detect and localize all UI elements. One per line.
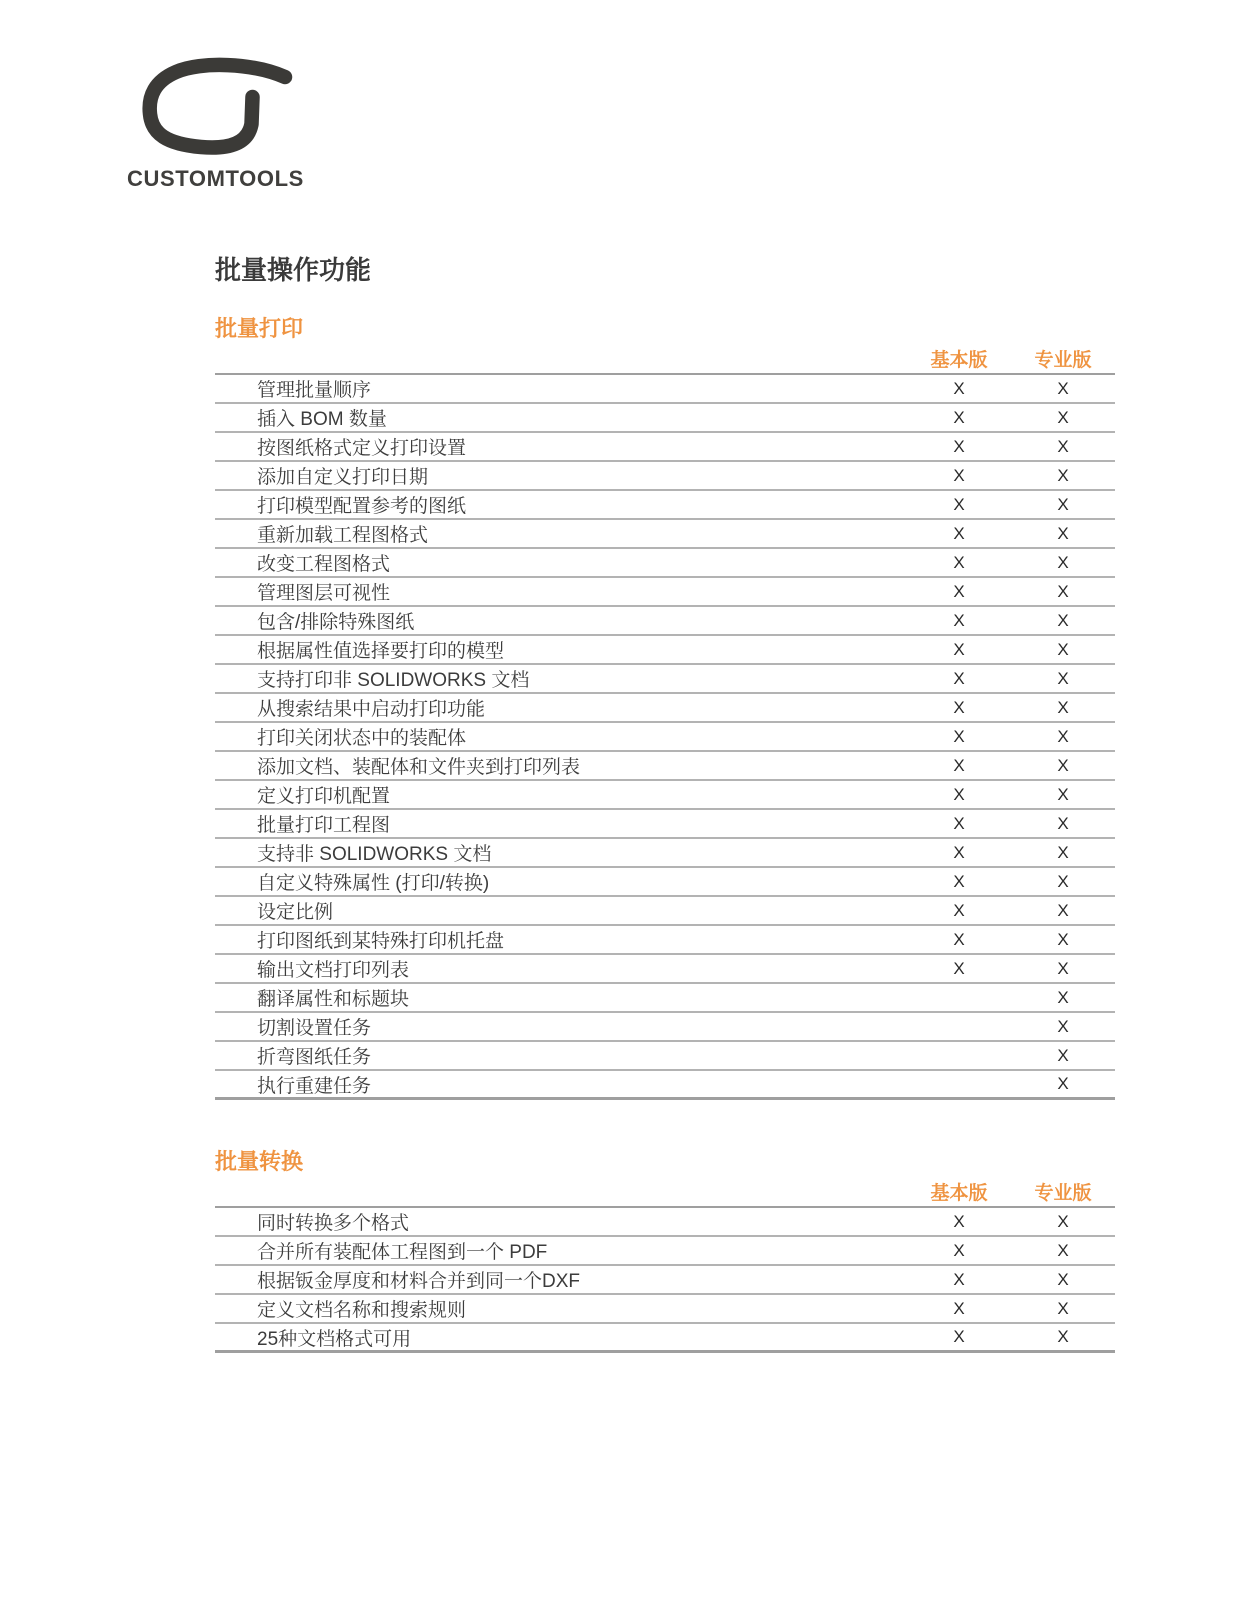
basic-availability-mark: X [953, 668, 965, 688]
basic-availability-mark: X [953, 871, 965, 891]
feature-row [215, 781, 1115, 810]
feature-row [215, 1295, 1115, 1324]
pro-availability-mark: X [1057, 871, 1069, 891]
pro-availability-mark: X [1057, 1240, 1069, 1260]
basic-availability-mark: X [953, 1327, 965, 1346]
feature-name: 支持非 SOLIDWORKS 文档 [257, 844, 492, 865]
feature-name: 折弯图纸任务 [257, 1047, 372, 1068]
feature-name: 25种文档格式可用 [257, 1328, 412, 1350]
feature-name: 输出文档打印列表 [257, 960, 410, 981]
pro-availability-mark: X [1057, 639, 1069, 659]
feature-row [215, 897, 1115, 926]
feature-name: 设定比例 [257, 902, 334, 923]
pro-availability-mark: X [1057, 581, 1069, 601]
feature-name: 添加文档、装配体和文件夹到打印列表 [257, 757, 581, 778]
basic-availability-mark: X [953, 726, 965, 746]
basic-availability-mark: X [953, 494, 965, 514]
column-header-basic: 基本版 [930, 1183, 988, 1204]
feature-row [215, 636, 1115, 665]
feature-row [215, 926, 1115, 955]
feature-row [215, 578, 1115, 607]
feature-row [215, 839, 1115, 868]
pro-availability-mark: X [1057, 1016, 1069, 1036]
basic-availability-mark: X [953, 842, 965, 862]
feature-row [215, 1071, 1115, 1100]
feature-name: 包含/排除特殊图纸 [257, 612, 415, 633]
pro-availability-mark: X [1057, 668, 1069, 688]
basic-availability-mark: X [953, 1211, 965, 1231]
pro-availability-mark: X [1057, 494, 1069, 514]
pro-availability-mark: X [1057, 378, 1069, 398]
feature-rows [215, 375, 1115, 1100]
feature-row [215, 1042, 1115, 1071]
pro-availability-mark: X [1057, 813, 1069, 833]
feature-row [215, 1237, 1115, 1266]
feature-row [215, 404, 1115, 433]
pro-availability-mark: X [1057, 436, 1069, 456]
feature-row [215, 375, 1115, 404]
basic-availability-mark: X [953, 407, 965, 427]
feature-row [215, 752, 1115, 781]
feature-row [215, 665, 1115, 694]
feature-name: 支持打印非 SOLIDWORKS 文档 [257, 670, 530, 691]
feature-name: 管理图层可视性 [257, 583, 391, 604]
basic-availability-mark: X [953, 610, 965, 630]
feature-row [215, 810, 1115, 839]
section-title: 批量打印 [215, 316, 304, 341]
feature-row [215, 462, 1115, 491]
customtools-logo-icon [135, 56, 293, 156]
pro-availability-mark: X [1057, 987, 1069, 1007]
pro-availability-mark: X [1057, 610, 1069, 630]
basic-availability-mark: X [953, 378, 965, 398]
pro-availability-mark: X [1057, 900, 1069, 920]
feature-name: 合并所有装配体工程图到一个 PDF [257, 1242, 548, 1263]
basic-availability-mark: X [953, 697, 965, 717]
pro-availability-mark: X [1057, 407, 1069, 427]
feature-row [215, 520, 1115, 549]
feature-row [215, 1013, 1115, 1042]
feature-section [215, 315, 1115, 1100]
feature-name: 定义打印机配置 [257, 786, 391, 807]
feature-name: 按图纸格式定义打印设置 [257, 438, 467, 459]
feature-section [215, 1148, 1115, 1353]
pro-availability-mark: X [1057, 929, 1069, 949]
section-title: 批量转换 [215, 1149, 304, 1174]
feature-name: 定义文档名称和搜索规则 [257, 1300, 467, 1321]
feature-name: 翻译属性和标题块 [257, 989, 410, 1010]
basic-availability-mark: X [953, 465, 965, 485]
pro-availability-mark: X [1057, 1269, 1069, 1289]
feature-name: 打印图纸到某特殊打印机托盘 [257, 931, 505, 952]
feature-name: 管理批量顺序 [257, 380, 372, 401]
feature-row [215, 984, 1115, 1013]
pro-availability-mark: X [1057, 755, 1069, 775]
feature-name: 根据钣金厚度和材料合并到同一个DXF [257, 1271, 581, 1292]
feature-name: 切割设置任务 [257, 1018, 372, 1039]
feature-name: 自定义特殊属性 (打印/转换) [257, 873, 490, 894]
basic-availability-mark: X [953, 958, 965, 978]
pro-availability-mark: X [1057, 465, 1069, 485]
basic-availability-mark: X [953, 1269, 965, 1289]
column-header-pro: 专业版 [1034, 350, 1092, 371]
pro-availability-mark: X [1057, 523, 1069, 543]
pro-availability-mark: X [1057, 1327, 1069, 1346]
pro-availability-mark: X [1057, 1074, 1069, 1093]
basic-availability-mark: X [953, 900, 965, 920]
feature-row [215, 491, 1115, 520]
feature-row [215, 868, 1115, 897]
page-title: 批量操作功能 [215, 255, 372, 285]
feature-name: 打印模型配置参考的图纸 [257, 496, 467, 517]
basic-availability-mark: X [953, 436, 965, 456]
column-header-pro: 专业版 [1034, 1183, 1092, 1204]
pro-availability-mark: X [1057, 1298, 1069, 1318]
feature-row [215, 723, 1115, 752]
feature-name: 根据属性值选择要打印的模型 [257, 641, 505, 662]
column-header-row [215, 1176, 1115, 1208]
pro-availability-mark: X [1057, 726, 1069, 746]
feature-row [215, 1208, 1115, 1237]
pro-availability-mark: X [1057, 842, 1069, 862]
basic-availability-mark: X [953, 813, 965, 833]
customtools-logo [127, 56, 304, 192]
feature-name: 插入 BOM 数量 [257, 409, 387, 430]
feature-row [215, 433, 1115, 462]
basic-availability-mark: X [953, 929, 965, 949]
feature-name: 批量打印工程图 [257, 815, 391, 836]
feature-name: 执行重建任务 [257, 1075, 372, 1097]
feature-name: 重新加载工程图格式 [257, 525, 429, 546]
feature-tables [215, 315, 1115, 1353]
basic-availability-mark: X [953, 523, 965, 543]
feature-name: 从搜索结果中启动打印功能 [257, 699, 486, 720]
basic-availability-mark: X [953, 552, 965, 572]
feature-row [215, 1324, 1115, 1353]
feature-row [215, 1266, 1115, 1295]
feature-name: 添加自定义打印日期 [257, 467, 429, 488]
basic-availability-mark: X [953, 1298, 965, 1318]
basic-availability-mark: X [953, 784, 965, 804]
column-header-basic: 基本版 [930, 350, 988, 371]
basic-availability-mark: X [953, 581, 965, 601]
feature-name: 打印关闭状态中的装配体 [257, 728, 467, 749]
feature-row [215, 549, 1115, 578]
basic-availability-mark: X [953, 1240, 965, 1260]
pro-availability-mark: X [1057, 1045, 1069, 1065]
pro-availability-mark: X [1057, 697, 1069, 717]
customtools-logo-text: CUSTOMTOOLS [127, 166, 304, 191]
feature-row [215, 694, 1115, 723]
feature-row [215, 607, 1115, 636]
pro-availability-mark: X [1057, 784, 1069, 804]
column-header-row [215, 343, 1115, 375]
pro-availability-mark: X [1057, 958, 1069, 978]
pro-availability-mark: X [1057, 552, 1069, 572]
feature-name: 改变工程图格式 [257, 554, 391, 575]
basic-availability-mark: X [953, 755, 965, 775]
basic-availability-mark: X [953, 639, 965, 659]
feature-rows [215, 1208, 1115, 1353]
feature-name: 同时转换多个格式 [257, 1213, 410, 1234]
pro-availability-mark: X [1057, 1211, 1069, 1231]
feature-row [215, 955, 1115, 984]
